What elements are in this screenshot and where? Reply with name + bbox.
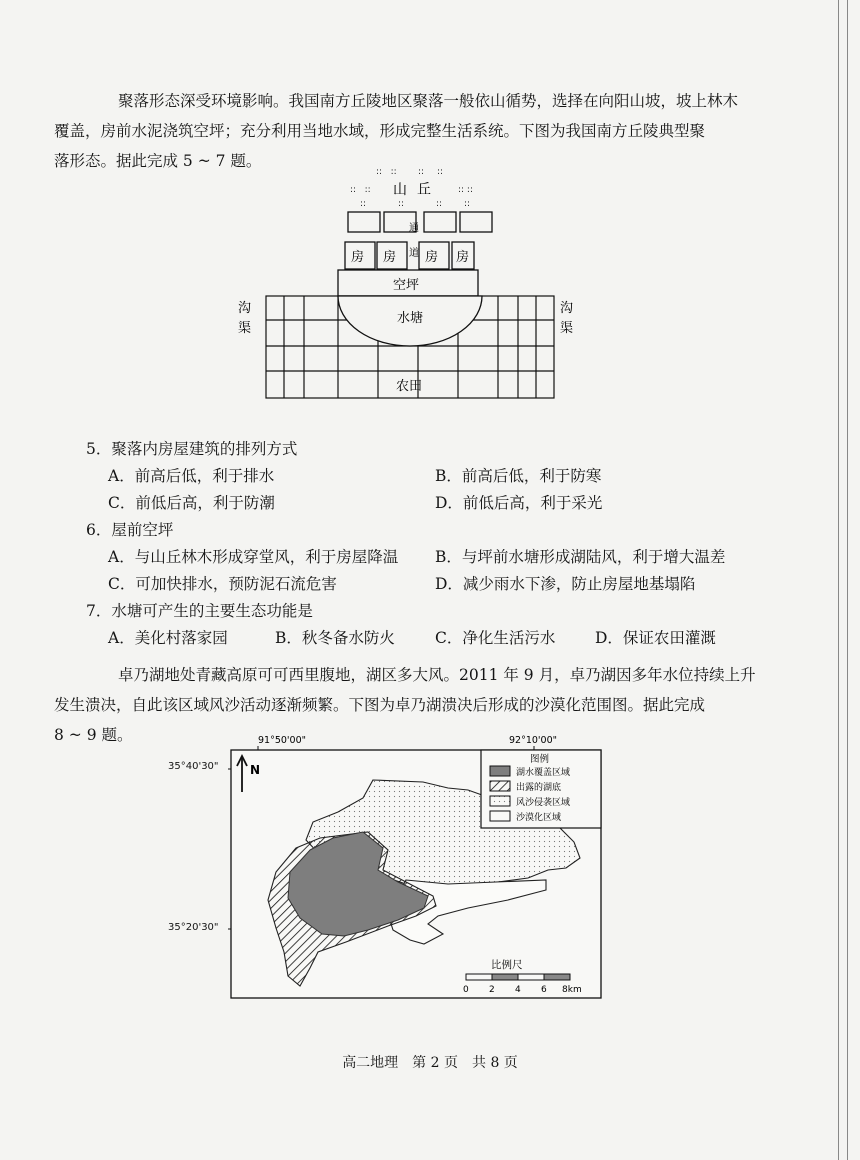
ditch-label-right [560, 301, 573, 336]
legend-title: 图例 [530, 754, 550, 765]
svg-text:::: :: [398, 199, 405, 209]
passage-line: 覆盖，房前水泥浇筑空坪；充分利用当地水域，形成完整生活系统。下图为我国南方丘陵典型聚 [54, 122, 706, 140]
legend-swatch-desert [490, 811, 510, 821]
question-7-option-c[interactable]: C．净化生活污水 [435, 629, 556, 647]
svg-text::: ::: :: :: [458, 185, 473, 195]
svg-text::: ::: :: :: [350, 185, 371, 195]
question-5-option-d[interactable]: D．前低后高，利于采光 [435, 494, 603, 512]
ditch-char: 沟 [238, 301, 252, 316]
question-6-option-c[interactable]: C．可加快排水，预防泥石流危害 [108, 575, 337, 593]
north-label: N [250, 763, 261, 777]
house-label: 房 [425, 250, 439, 265]
passage-line: 聚落形态深受环境影响。我国南方丘陵地区聚落一般依山循势，选择在向阳山坡，坡上林木 [118, 92, 739, 110]
question-6-option-b[interactable]: B．与坪前水塘形成湖陆风，利于增大温差 [435, 548, 726, 566]
farmland-label: 农田 [396, 379, 423, 394]
svg-text:::: :: [360, 199, 367, 209]
house-label: 房 [456, 250, 470, 265]
question-5-option-a[interactable]: A．前高后低，利于排水 [108, 467, 275, 485]
question-5-option-b[interactable]: B．前高后低，利于防寒 [435, 467, 602, 485]
house-label: 房 [383, 250, 397, 265]
legend-swatch-lakebed [490, 781, 510, 791]
road-label: 通 [409, 223, 419, 234]
latitude-label-1-outer: 35°40'30" [168, 761, 219, 772]
longitude-label-2: 92°10'00" [509, 735, 557, 746]
desertification-map [228, 730, 603, 1005]
question-6-option-a[interactable]: A．与山丘林木形成穿堂风，利于房屋降温 [108, 548, 399, 566]
svg-text:::: :: [418, 167, 425, 177]
ditch-char: 沟 [560, 301, 574, 316]
ditch-char: 渠 [560, 321, 574, 336]
upper-house [424, 212, 456, 232]
question-7-option-a[interactable]: A．美化村落家园 [108, 629, 228, 647]
scale-tick: 4 [515, 985, 521, 995]
scale-tick: 2 [489, 985, 495, 995]
legend-item-lakebed: 出露的湖底 [516, 783, 562, 793]
desertification-map-svg [228, 730, 603, 1005]
svg-text:::: :: [437, 167, 444, 177]
scale-tick: 6 [541, 985, 547, 995]
svg-text:::: :: [464, 199, 471, 209]
svg-text::: ::: :: :: [376, 167, 397, 177]
hill-label: 山丘 [393, 182, 441, 198]
legend-item-desert: 沙漠化区域 [516, 813, 562, 823]
scale-title: 比例尺 [491, 959, 523, 971]
passage-line: 卓乃湖地处青藏高原可可西里腹地，湖区多大风。2011 年 9 月，卓乃湖因多年水位持续上升 [118, 666, 756, 684]
house-label: 房 [351, 250, 365, 265]
passage-line: 8 ~ 9 题。 [54, 726, 133, 744]
question-6-stem: 6．屋前空坪 [86, 521, 174, 539]
passage-line: 发生溃决，自此该区域风沙活动逐渐频繁。下图为卓乃湖溃决后形成的沙漠化范围图。据此完成 [54, 696, 706, 714]
upper-house [348, 212, 380, 232]
pond-label: 水塘 [397, 311, 424, 326]
question-5-stem: 5．聚落内房屋建筑的排列方式 [86, 440, 298, 458]
yard-label: 空坪 [393, 278, 420, 293]
question-7-option-d[interactable]: D．保证农田灌溉 [595, 629, 716, 647]
longitude-label-1: 91°50'00" [258, 735, 306, 746]
latitude-label-2-outer: 35°20'30" [168, 922, 219, 933]
page-footer: 高二地理 第 2 页 共 8 页 [342, 1055, 518, 1071]
svg-text:::: :: [436, 199, 443, 209]
passage-line: 落形态。据此完成 5 ~ 7 题。 [54, 152, 262, 170]
scale-tick: 8km [562, 985, 582, 995]
scale-tick: 0 [463, 985, 469, 995]
legend-item-sand: 风沙侵袭区域 [516, 798, 571, 808]
question-7-stem: 7．水塘可产生的主要生态功能是 [86, 602, 313, 620]
question-6-option-d[interactable]: D．减少雨水下渗，防止房屋地基塌陷 [435, 575, 696, 593]
legend-swatch-water [490, 766, 510, 776]
question-5-option-c[interactable]: C．前低后高，利于防潮 [108, 494, 275, 512]
ditch-label-left [238, 301, 251, 336]
settlement-diagram-svg [230, 160, 590, 405]
road-label: 道 [409, 248, 419, 259]
legend-item-water: 湖水覆盖区域 [516, 768, 571, 778]
settlement-diagram [230, 160, 590, 405]
question-7-option-b[interactable]: B．秋冬备水防火 [275, 629, 395, 647]
ditch-char: 渠 [238, 321, 252, 336]
upper-house [460, 212, 492, 232]
legend-swatch-sand [490, 796, 510, 806]
scan-right-edge-2 [847, 0, 848, 1160]
scan-right-edge [838, 0, 839, 1160]
legend-box [481, 750, 601, 828]
